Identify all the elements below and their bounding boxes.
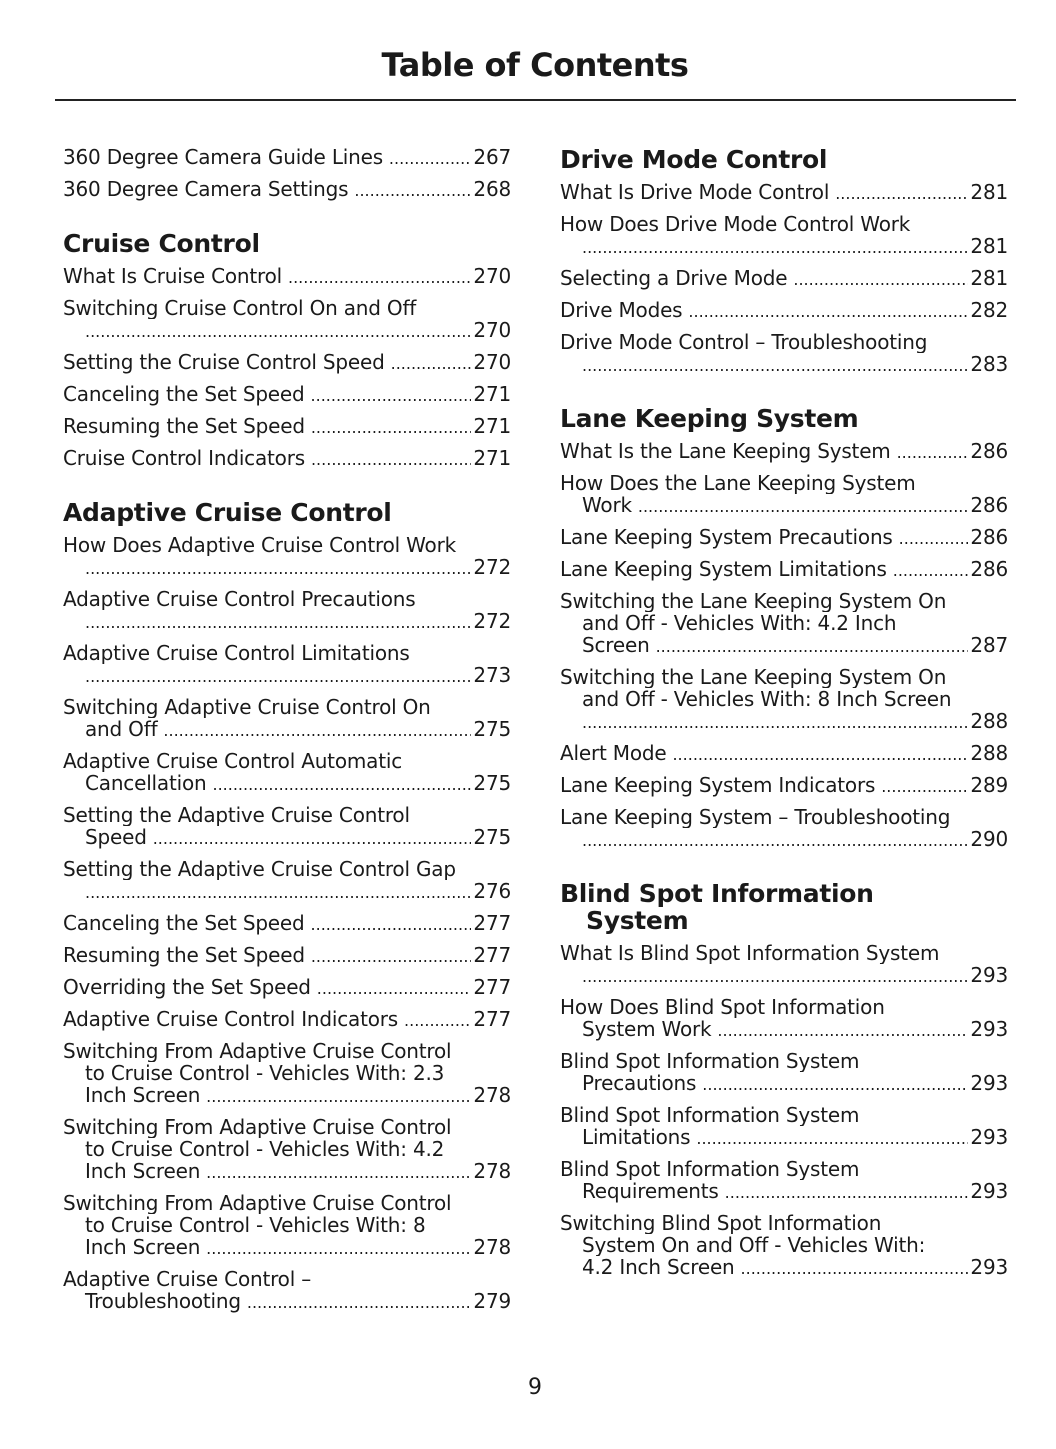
entry-title-line: Lane Keeping System Indicators — [560, 774, 876, 797]
dot-leader — [899, 526, 969, 550]
entry-title-line: Precautions — [582, 1072, 697, 1095]
entry-last-line — [560, 964, 1008, 988]
title-divider — [55, 99, 1016, 101]
entry-page-number[interactable]: 279 — [473, 1290, 511, 1313]
toc-entry[interactable] — [63, 383, 511, 407]
dot-leader — [582, 710, 968, 734]
section-heading-text: Blind Spot Information — [560, 879, 874, 908]
entry-title-line: 360 Degree Camera Guide Lines — [63, 146, 383, 169]
entry-last-line — [63, 178, 511, 202]
entry-title-line: Cruise Control Indicators — [63, 447, 305, 470]
entry-last-line — [560, 742, 1008, 766]
dot-leader — [153, 826, 472, 850]
dot-leader — [85, 664, 471, 688]
toc-entry[interactable] — [560, 299, 1008, 323]
dot-leader — [893, 558, 969, 582]
dot-leader — [582, 353, 968, 377]
toc-entry[interactable] — [63, 351, 511, 375]
entry-title-line: Lane Keeping System – Troubleshooting — [560, 806, 951, 828]
entry-page-number[interactable]: 278 — [473, 1236, 511, 1259]
entry-title-line: Blind Spot Information System — [560, 1104, 860, 1126]
entry-title-line: Setting the Cruise Control Speed — [63, 351, 385, 374]
section-heading-text: Drive Mode Control — [560, 145, 828, 174]
entry-title-line: What Is Cruise Control — [63, 265, 282, 288]
toc-entry[interactable] — [560, 742, 1008, 766]
entry-title-line: Alert Mode — [560, 742, 667, 765]
toc-entry[interactable] — [63, 1116, 511, 1184]
entry-page-number[interactable]: 287 — [970, 634, 1008, 657]
entry-title-line: and Off - Vehicles With: 8 Inch Screen — [582, 688, 952, 710]
toc-entry[interactable] — [63, 804, 511, 850]
entry-last-line — [63, 976, 511, 1000]
entry-last-line — [560, 774, 1008, 798]
entry-title-line: Troubleshooting — [85, 1290, 241, 1313]
dot-leader — [163, 718, 471, 742]
entry-last-line — [63, 146, 511, 170]
toc-entry[interactable] — [560, 472, 1008, 518]
entry-last-line — [63, 447, 511, 471]
entry-page-number[interactable]: 278 — [473, 1160, 511, 1183]
dot-leader — [311, 912, 472, 936]
dot-leader — [85, 556, 471, 580]
entry-last-line — [560, 526, 1008, 550]
toc-entry[interactable] — [560, 181, 1008, 205]
dot-leader — [311, 944, 472, 968]
dot-leader — [793, 267, 968, 291]
section-heading — [63, 499, 511, 526]
dot-leader — [206, 1160, 471, 1184]
entry-title-line: Switching Adaptive Cruise Control On — [63, 696, 431, 718]
entry-last-line — [560, 1018, 1008, 1042]
entry-last-line — [63, 912, 511, 936]
dot-leader — [582, 828, 968, 852]
section-heading — [560, 880, 1008, 934]
entry-title-line: and Off - Vehicles With: 4.2 Inch — [582, 612, 897, 634]
dot-leader — [389, 146, 472, 170]
section-heading-text: Adaptive Cruise Control — [63, 498, 392, 527]
toc-entry[interactable] — [560, 666, 1008, 734]
entry-page-number[interactable]: 278 — [473, 1084, 511, 1107]
entry-title-line: Inch Screen — [85, 1236, 201, 1259]
dot-leader — [311, 383, 472, 407]
toc-entry[interactable] — [63, 858, 511, 904]
toc-column-right — [560, 146, 1008, 1288]
entry-title-line: Canceling the Set Speed — [63, 912, 305, 935]
entry-title-line: to Cruise Control - Vehicles With: 8 — [85, 1214, 426, 1236]
toc-entry[interactable] — [63, 696, 511, 742]
entry-page-number[interactable]: 267 — [473, 146, 511, 169]
toc-entry[interactable] — [63, 1040, 511, 1108]
dot-leader — [638, 494, 969, 518]
entry-last-line — [63, 826, 511, 850]
entry-title-line: Overriding the Set Speed — [63, 976, 311, 999]
toc-entry[interactable] — [560, 267, 1008, 291]
dot-leader — [288, 265, 471, 289]
entry-title-line: 360 Degree Camera Settings — [63, 178, 349, 201]
entry-page-number[interactable]: 275 — [473, 772, 511, 795]
toc-entry[interactable] — [560, 526, 1008, 550]
entry-page-number[interactable]: 281 — [970, 267, 1008, 290]
dot-leader — [354, 178, 471, 202]
entry-page-number[interactable]: 275 — [473, 826, 511, 849]
entry-last-line — [63, 944, 511, 968]
entry-page-number[interactable]: 293 — [970, 1018, 1008, 1041]
entry-title-line: Screen — [582, 634, 650, 657]
entry-title-line: to Cruise Control - Vehicles With: 2.3 — [85, 1062, 445, 1084]
entry-title-line: Resuming the Set Speed — [63, 944, 305, 967]
entry-title-line: Switching the Lane Keeping System On — [560, 590, 947, 612]
entry-title-line: How Does Adaptive Cruise Control Work — [63, 534, 456, 556]
entry-title-line: Canceling the Set Speed — [63, 383, 305, 406]
entry-title-line: Switching the Lane Keeping System On — [560, 666, 947, 688]
entry-title-line: Inch Screen — [85, 1160, 201, 1183]
section-heading-text: Cruise Control — [63, 229, 260, 258]
entry-page-number[interactable]: 281 — [970, 181, 1008, 204]
entry-page-number[interactable]: 270 — [473, 351, 511, 374]
entry-last-line — [63, 351, 511, 375]
entry-title-line: Adaptive Cruise Control Indicators — [63, 1008, 399, 1031]
entry-page-number[interactable]: 271 — [473, 447, 511, 470]
entry-last-line — [560, 440, 1008, 464]
page-number: 9 — [528, 1375, 542, 1400]
dot-leader — [85, 880, 471, 904]
entry-title-line: and Off — [85, 718, 158, 741]
toc-entry[interactable] — [63, 976, 511, 1000]
entry-page-number[interactable]: 289 — [970, 774, 1008, 797]
entry-last-line — [63, 1084, 511, 1108]
entry-last-line — [63, 319, 511, 343]
entry-title-line: Resuming the Set Speed — [63, 415, 305, 438]
dot-leader — [897, 440, 969, 464]
dot-leader — [881, 774, 968, 798]
entry-page-number[interactable]: 270 — [473, 265, 511, 288]
entry-page-number[interactable]: 277 — [473, 912, 511, 935]
entry-last-line — [560, 710, 1008, 734]
entry-page-number[interactable]: 277 — [473, 944, 511, 967]
dot-leader — [206, 1084, 471, 1108]
toc-entry[interactable] — [63, 447, 511, 471]
toc-entry[interactable] — [560, 1212, 1008, 1280]
entry-last-line — [63, 415, 511, 439]
dot-leader — [404, 1008, 471, 1032]
entry-title-line: Work — [582, 494, 632, 517]
toc-entry[interactable] — [63, 1192, 511, 1260]
entry-page-number[interactable]: 276 — [473, 880, 511, 903]
toc-entry[interactable] — [63, 588, 511, 634]
section-heading-text: System — [586, 906, 689, 935]
toc-entry[interactable] — [63, 146, 511, 170]
entry-title-line: Lane Keeping System Precautions — [560, 526, 893, 549]
dot-leader — [247, 1290, 472, 1314]
toc-entry[interactable] — [63, 265, 511, 289]
dot-leader — [317, 976, 472, 1000]
toc-entry[interactable] — [63, 912, 511, 936]
entry-title-line: Selecting a Drive Mode — [560, 267, 788, 290]
section-heading-text: Lane Keeping System — [560, 404, 859, 433]
toc-entry[interactable] — [63, 534, 511, 580]
entry-title-line: How Does the Lane Keeping System — [560, 472, 916, 494]
entry-title-line: Switching From Adaptive Cruise Control — [63, 1040, 452, 1062]
entry-page-number[interactable]: 273 — [473, 664, 511, 687]
dot-leader — [696, 1126, 968, 1150]
entry-page-number[interactable]: 283 — [970, 353, 1008, 376]
entry-title-line: Setting the Adaptive Cruise Control Gap — [63, 858, 456, 880]
entry-page-number[interactable]: 268 — [473, 178, 511, 201]
entry-title-line: Switching From Adaptive Cruise Control — [63, 1116, 452, 1138]
entry-last-line — [63, 664, 511, 688]
toc-entry[interactable] — [560, 942, 1008, 988]
dot-leader — [702, 1072, 968, 1096]
toc-column-left — [63, 146, 511, 1322]
entry-page-number[interactable]: 288 — [970, 710, 1008, 733]
entry-title-line: Blind Spot Information System — [560, 1158, 860, 1180]
entry-last-line — [560, 1126, 1008, 1150]
entry-page-number[interactable]: 293 — [970, 1256, 1008, 1279]
toc-entry[interactable] — [560, 1050, 1008, 1096]
section-heading — [560, 405, 1008, 432]
section-heading — [560, 146, 1008, 173]
entry-last-line — [63, 1236, 511, 1260]
dot-leader — [656, 634, 969, 658]
dot-leader — [311, 447, 471, 471]
entry-page-number[interactable]: 272 — [473, 610, 511, 633]
entry-last-line — [560, 494, 1008, 518]
entry-title-line: Adaptive Cruise Control Precautions — [63, 588, 416, 610]
entry-title-line: How Does Blind Spot Information — [560, 996, 885, 1018]
entry-title-line: 4.2 Inch Screen — [582, 1256, 735, 1279]
entry-last-line — [560, 235, 1008, 259]
entry-title-line: What Is Blind Spot Information System — [560, 942, 940, 964]
toc-entry[interactable] — [560, 806, 1008, 852]
entry-title-line: Switching Blind Spot Information — [560, 1212, 882, 1234]
entry-last-line — [560, 181, 1008, 205]
entry-last-line — [63, 1160, 511, 1184]
entry-title-line: Adaptive Cruise Control – — [63, 1268, 312, 1290]
dot-leader — [672, 742, 968, 766]
entry-page-number[interactable]: 281 — [970, 235, 1008, 258]
entry-last-line — [560, 1180, 1008, 1204]
entry-page-number[interactable]: 270 — [473, 319, 511, 342]
entry-title-line: How Does Drive Mode Control Work — [560, 213, 911, 235]
entry-title-line: What Is the Lane Keeping System — [560, 440, 891, 463]
entry-page-number[interactable]: 293 — [970, 1126, 1008, 1149]
toc-entry[interactable] — [560, 996, 1008, 1042]
entry-last-line — [560, 267, 1008, 291]
entry-title-line: Switching From Adaptive Cruise Control — [63, 1192, 452, 1214]
entry-page-number[interactable]: 286 — [970, 440, 1008, 463]
entry-last-line — [560, 1256, 1008, 1280]
entry-title-line: Inch Screen — [85, 1084, 201, 1107]
toc-entry[interactable] — [63, 750, 511, 796]
entry-title-line: Lane Keeping System Limitations — [560, 558, 887, 581]
entry-page-number[interactable]: 282 — [970, 299, 1008, 322]
entry-last-line — [63, 610, 511, 634]
entry-page-number[interactable]: 277 — [473, 976, 511, 999]
page-title: Table of Contents — [381, 46, 689, 84]
entry-page-number[interactable]: 290 — [970, 828, 1008, 851]
dot-leader — [212, 772, 471, 796]
entry-page-number[interactable]: 286 — [970, 494, 1008, 517]
entry-last-line — [63, 772, 511, 796]
entry-title-line: Switching Cruise Control On and Off — [63, 297, 417, 319]
toc-entry[interactable] — [560, 440, 1008, 464]
entry-last-line — [63, 265, 511, 289]
entry-title-line: Adaptive Cruise Control Automatic — [63, 750, 402, 772]
dot-leader — [717, 1018, 968, 1042]
toc-entry[interactable] — [560, 590, 1008, 658]
entry-last-line — [63, 556, 511, 580]
entry-title-line: What Is Drive Mode Control — [560, 181, 830, 204]
toc-entry[interactable] — [63, 178, 511, 202]
entry-last-line — [560, 634, 1008, 658]
entry-page-number[interactable]: 293 — [970, 1180, 1008, 1203]
toc-entry[interactable] — [63, 1268, 511, 1314]
entry-page-number[interactable]: 272 — [473, 556, 511, 579]
entry-title-line: Setting the Adaptive Cruise Control — [63, 804, 410, 826]
entry-page-number[interactable]: 275 — [473, 718, 511, 741]
entry-title-line: Speed — [85, 826, 147, 849]
toc-entry[interactable] — [560, 1104, 1008, 1150]
dot-leader — [688, 299, 968, 323]
entry-last-line — [560, 1072, 1008, 1096]
toc-entry[interactable] — [560, 331, 1008, 377]
dot-leader — [741, 1256, 969, 1280]
dot-leader — [582, 964, 968, 988]
entry-title-line: Limitations — [582, 1126, 691, 1149]
entry-page-number[interactable]: 288 — [970, 742, 1008, 765]
entry-title-line: System Work — [582, 1018, 712, 1041]
toc-entry[interactable] — [63, 415, 511, 439]
entry-title-line: Drive Modes — [560, 299, 683, 322]
entry-title-line: Cancellation — [85, 772, 207, 795]
toc-entry[interactable] — [560, 558, 1008, 582]
entry-page-number[interactable]: 286 — [970, 526, 1008, 549]
dot-leader — [85, 319, 471, 343]
entry-last-line — [63, 718, 511, 742]
toc-entry[interactable] — [560, 774, 1008, 798]
entry-last-line — [560, 558, 1008, 582]
entry-last-line — [63, 1008, 511, 1032]
toc-entry[interactable] — [63, 1008, 511, 1032]
dot-leader — [835, 181, 968, 205]
entry-last-line — [560, 353, 1008, 377]
dot-leader — [725, 1180, 969, 1204]
toc-entry[interactable] — [63, 944, 511, 968]
toc-entry[interactable] — [560, 1158, 1008, 1204]
entry-title-line: Adaptive Cruise Control Limitations — [63, 642, 410, 664]
entry-page-number[interactable]: 271 — [473, 383, 511, 406]
section-heading — [63, 230, 511, 257]
entry-title-line: Drive Mode Control – Troubleshooting — [560, 331, 928, 353]
entry-title-line: Blind Spot Information System — [560, 1050, 860, 1072]
toc-entry[interactable] — [560, 213, 1008, 259]
entry-title-line: to Cruise Control - Vehicles With: 4.2 — [85, 1138, 445, 1160]
entry-last-line — [63, 383, 511, 407]
dot-leader — [206, 1236, 471, 1260]
entry-page-number[interactable]: 277 — [473, 1008, 511, 1031]
entry-page-number[interactable]: 293 — [970, 964, 1008, 987]
entry-last-line — [63, 880, 511, 904]
entry-page-number[interactable]: 286 — [970, 558, 1008, 581]
entry-last-line — [560, 828, 1008, 852]
entry-title-line: System On and Off - Vehicles With: — [582, 1234, 926, 1256]
entry-last-line — [63, 1290, 511, 1314]
toc-entry[interactable] — [63, 642, 511, 688]
entry-last-line — [560, 299, 1008, 323]
entry-title-line: Requirements — [582, 1180, 719, 1203]
dot-leader — [85, 610, 471, 634]
entry-page-number[interactable]: 293 — [970, 1072, 1008, 1095]
toc-entry[interactable] — [63, 297, 511, 343]
dot-leader — [311, 415, 472, 439]
entry-page-number[interactable]: 271 — [473, 415, 511, 438]
dot-leader — [391, 351, 472, 375]
dot-leader — [582, 235, 968, 259]
